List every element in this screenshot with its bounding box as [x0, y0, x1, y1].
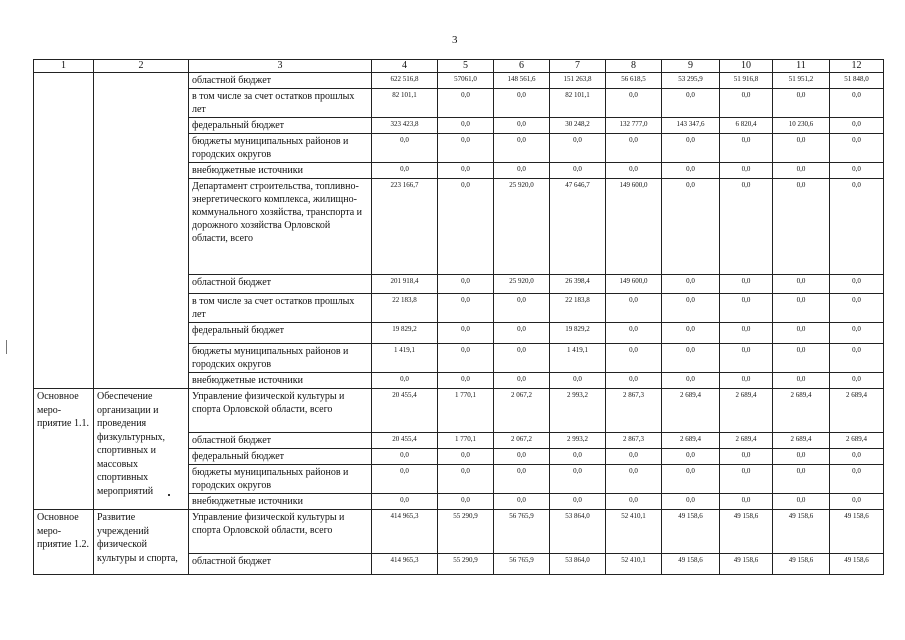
page-number: 3: [452, 34, 458, 46]
column-number: 4: [372, 60, 438, 73]
amount-cell: 26 398,4: [550, 275, 606, 294]
amount-cell: 2 867,3: [606, 389, 662, 433]
amount-cell: 0,0: [662, 163, 720, 179]
amount-cell: 0,0: [438, 465, 494, 494]
funding-source-cell: в том числе за счет остатков прошлых лет: [189, 89, 372, 118]
amount-cell: 2 689,4: [662, 433, 720, 449]
amount-cell: 0,0: [494, 494, 550, 510]
table-row: [34, 389, 884, 433]
amount-cell: 0,0: [830, 449, 884, 465]
amount-cell: 51 848,0: [830, 73, 884, 89]
amount-cell: 0,0: [720, 323, 773, 344]
column-number: 11: [773, 60, 830, 73]
amount-cell: 0,0: [830, 163, 884, 179]
amount-cell: 0,0: [494, 344, 550, 373]
amount-cell: 0,0: [606, 294, 662, 323]
amount-cell: 0,0: [606, 494, 662, 510]
amount-cell: 0,0: [720, 134, 773, 163]
amount-cell: 622 516,8: [372, 73, 438, 89]
amount-cell: 0,0: [720, 494, 773, 510]
amount-cell: 0,0: [773, 465, 830, 494]
amount-cell: 53 864,0: [550, 510, 606, 554]
amount-cell: 0,0: [830, 89, 884, 118]
amount-cell: 49 158,6: [830, 510, 884, 554]
amount-cell: 0,0: [550, 494, 606, 510]
amount-cell: 0,0: [494, 373, 550, 389]
amount-cell: 51 951,2: [773, 73, 830, 89]
amount-cell: 56 618,5: [606, 73, 662, 89]
measure-name-cell: [94, 73, 189, 389]
amount-cell: 0,0: [720, 294, 773, 323]
amount-cell: 0,0: [773, 494, 830, 510]
amount-cell: 0,0: [773, 373, 830, 389]
amount-cell: 0,0: [830, 373, 884, 389]
column-number: 2: [94, 60, 189, 73]
measure-number-cell: Основное меро-приятие 1.2.: [34, 510, 94, 575]
amount-cell: 22 183,8: [550, 294, 606, 323]
amount-cell: 82 101,1: [550, 89, 606, 118]
amount-cell: 0,0: [830, 179, 884, 275]
amount-cell: 25 920,0: [494, 179, 550, 275]
amount-cell: 47 646,7: [550, 179, 606, 275]
amount-cell: 0,0: [830, 118, 884, 134]
table-row: [34, 73, 884, 89]
amount-cell: 2 689,4: [720, 389, 773, 433]
amount-cell: 0,0: [438, 163, 494, 179]
amount-cell: 56 765,9: [494, 510, 550, 554]
amount-cell: 2 993,2: [550, 389, 606, 433]
amount-cell: 0,0: [773, 134, 830, 163]
amount-cell: 0,0: [606, 449, 662, 465]
amount-cell: 0,0: [372, 373, 438, 389]
column-number: 5: [438, 60, 494, 73]
amount-cell: 201 918,4: [372, 275, 438, 294]
amount-cell: 0,0: [830, 494, 884, 510]
funding-source-cell: областной бюджет: [189, 73, 372, 89]
amount-cell: 0,0: [720, 179, 773, 275]
amount-cell: 49 158,6: [720, 510, 773, 554]
amount-cell: 2 067,2: [494, 433, 550, 449]
amount-cell: 2 993,2: [550, 433, 606, 449]
amount-cell: 0,0: [606, 89, 662, 118]
amount-cell: 0,0: [720, 89, 773, 118]
amount-cell: 82 101,1: [372, 89, 438, 118]
column-number: 10: [720, 60, 773, 73]
amount-cell: 0,0: [438, 449, 494, 465]
amount-cell: 0,0: [606, 465, 662, 494]
amount-cell: 149 600,0: [606, 179, 662, 275]
amount-cell: 0,0: [438, 118, 494, 134]
amount-cell: 0,0: [662, 179, 720, 275]
amount-cell: 0,0: [773, 89, 830, 118]
amount-cell: 0,0: [773, 275, 830, 294]
amount-cell: 2 689,4: [830, 389, 884, 433]
amount-cell: 2 689,4: [720, 433, 773, 449]
amount-cell: 2 689,4: [773, 389, 830, 433]
amount-cell: 0,0: [438, 373, 494, 389]
amount-cell: 0,0: [372, 494, 438, 510]
amount-cell: 0,0: [372, 134, 438, 163]
amount-cell: 0,0: [606, 163, 662, 179]
amount-cell: 1 770,1: [438, 433, 494, 449]
amount-cell: 0,0: [606, 134, 662, 163]
amount-cell: 0,0: [494, 134, 550, 163]
amount-cell: 0,0: [550, 449, 606, 465]
amount-cell: 0,0: [773, 179, 830, 275]
table-row: [34, 510, 884, 554]
amount-cell: 0,0: [494, 294, 550, 323]
amount-cell: 0,0: [550, 134, 606, 163]
column-number: 9: [662, 60, 720, 73]
funding-source-cell: Управление физической культуры и спорта Орловской области, всего: [189, 389, 372, 433]
amount-cell: 0,0: [662, 294, 720, 323]
amount-cell: 30 248,2: [550, 118, 606, 134]
amount-cell: 0,0: [438, 344, 494, 373]
amount-cell: 2 867,3: [606, 433, 662, 449]
amount-cell: 19 829,2: [372, 323, 438, 344]
amount-cell: 148 561,6: [494, 73, 550, 89]
column-number: 12: [830, 60, 884, 73]
amount-cell: 0,0: [720, 344, 773, 373]
amount-cell: 0,0: [720, 465, 773, 494]
funding-source-cell: Департамент строительства, топливно-энергетического комплекса, жилищно-коммунального хозяйства, транспорта и дорожного хозяйства Орловской области, всего: [189, 179, 372, 275]
amount-cell: 0,0: [830, 134, 884, 163]
amount-cell: 323 423,8: [372, 118, 438, 134]
column-number: 8: [606, 60, 662, 73]
amount-cell: 49 158,6: [773, 554, 830, 575]
amount-cell: 0,0: [438, 494, 494, 510]
amount-cell: 0,0: [494, 163, 550, 179]
amount-cell: 0,0: [662, 89, 720, 118]
amount-cell: 2 067,2: [494, 389, 550, 433]
amount-cell: 0,0: [773, 344, 830, 373]
amount-cell: 0,0: [494, 449, 550, 465]
measure-number-cell: Основное меро-приятие 1.1.: [34, 389, 94, 510]
amount-cell: 0,0: [372, 163, 438, 179]
amount-cell: 0,0: [494, 118, 550, 134]
amount-cell: 2 689,4: [662, 389, 720, 433]
amount-cell: 0,0: [662, 275, 720, 294]
amount-cell: 132 777,0: [606, 118, 662, 134]
amount-cell: 151 263,8: [550, 73, 606, 89]
amount-cell: 56 765,9: [494, 554, 550, 575]
amount-cell: 57061,0: [438, 73, 494, 89]
column-number: 6: [494, 60, 550, 73]
amount-cell: 0,0: [438, 275, 494, 294]
column-number-row: [34, 60, 884, 73]
funding-source-cell: федеральный бюджет: [189, 323, 372, 344]
amount-cell: 49 158,6: [662, 554, 720, 575]
column-number: 3: [189, 60, 372, 73]
funding-source-cell: в том числе за счет остатков прошлых лет: [189, 294, 372, 323]
amount-cell: 0,0: [550, 465, 606, 494]
funding-source-cell: внебюджетные источники: [189, 163, 372, 179]
amount-cell: 0,0: [662, 494, 720, 510]
budget-table: [33, 59, 884, 575]
amount-cell: 0,0: [372, 465, 438, 494]
amount-cell: 414 965,3: [372, 510, 438, 554]
amount-cell: 0,0: [438, 89, 494, 118]
funding-source-cell: федеральный бюджет: [189, 118, 372, 134]
amount-cell: 0,0: [830, 465, 884, 494]
amount-cell: 0,0: [662, 449, 720, 465]
amount-cell: 55 290,9: [438, 554, 494, 575]
amount-cell: 0,0: [438, 323, 494, 344]
amount-cell: 0,0: [773, 163, 830, 179]
amount-cell: 49 158,6: [773, 510, 830, 554]
funding-source-cell: внебюджетные источники: [189, 494, 372, 510]
amount-cell: 0,0: [438, 134, 494, 163]
funding-source-cell: федеральный бюджет: [189, 449, 372, 465]
amount-cell: 414 965,3: [372, 554, 438, 575]
amount-cell: 49 158,6: [830, 554, 884, 575]
amount-cell: 1 419,1: [550, 344, 606, 373]
amount-cell: 0,0: [773, 323, 830, 344]
amount-cell: 0,0: [662, 373, 720, 389]
funding-source-cell: бюджеты муниципальных районов и городских округов: [189, 344, 372, 373]
amount-cell: 0,0: [830, 323, 884, 344]
amount-cell: 2 689,4: [773, 433, 830, 449]
amount-cell: 20 455,4: [372, 389, 438, 433]
amount-cell: 0,0: [720, 275, 773, 294]
funding-source-cell: внебюджетные источники: [189, 373, 372, 389]
amount-cell: 0,0: [662, 344, 720, 373]
amount-cell: 1 419,1: [372, 344, 438, 373]
amount-cell: 0,0: [662, 134, 720, 163]
amount-cell: 0,0: [773, 449, 830, 465]
funding-source-cell: областной бюджет: [189, 433, 372, 449]
measure-number-cell: [34, 73, 94, 389]
column-number: 1: [34, 60, 94, 73]
funding-source-cell: бюджеты муниципальных районов и городских округов: [189, 134, 372, 163]
amount-cell: 0,0: [494, 465, 550, 494]
amount-cell: 0,0: [438, 294, 494, 323]
amount-cell: 19 829,2: [550, 323, 606, 344]
scan-dot: [168, 494, 170, 496]
amount-cell: 0,0: [606, 373, 662, 389]
amount-cell: 0,0: [720, 373, 773, 389]
amount-cell: 149 600,0: [606, 275, 662, 294]
amount-cell: 55 290,9: [438, 510, 494, 554]
measure-name-cell: Развитие учреждений физической культуры и спорта,: [94, 510, 189, 575]
amount-cell: 0,0: [830, 344, 884, 373]
amount-cell: 22 183,8: [372, 294, 438, 323]
amount-cell: 0,0: [550, 163, 606, 179]
amount-cell: 2 689,4: [830, 433, 884, 449]
amount-cell: 0,0: [720, 449, 773, 465]
amount-cell: 0,0: [438, 179, 494, 275]
measure-name-cell: Обеспечение организации и проведения физкультурных, спортивных и массовых спортивных мероприятий: [94, 389, 189, 510]
amount-cell: 0,0: [550, 373, 606, 389]
amount-cell: 52 410,1: [606, 510, 662, 554]
amount-cell: 0,0: [720, 163, 773, 179]
amount-cell: 0,0: [372, 449, 438, 465]
amount-cell: 52 410,1: [606, 554, 662, 575]
amount-cell: 143 347,6: [662, 118, 720, 134]
amount-cell: 53 864,0: [550, 554, 606, 575]
amount-cell: 0,0: [606, 323, 662, 344]
amount-cell: 0,0: [830, 294, 884, 323]
amount-cell: 53 295,9: [662, 73, 720, 89]
column-number: 7: [550, 60, 606, 73]
scan-mark: [6, 340, 7, 354]
amount-cell: 49 158,6: [662, 510, 720, 554]
amount-cell: 0,0: [662, 323, 720, 344]
funding-source-cell: областной бюджет: [189, 275, 372, 294]
amount-cell: 0,0: [494, 323, 550, 344]
funding-source-cell: Управление физической культуры и спорта Орловской области, всего: [189, 510, 372, 554]
amount-cell: 0,0: [494, 89, 550, 118]
amount-cell: 6 820,4: [720, 118, 773, 134]
amount-cell: 0,0: [606, 344, 662, 373]
amount-cell: 10 230,6: [773, 118, 830, 134]
amount-cell: 1 770,1: [438, 389, 494, 433]
amount-cell: 223 166,7: [372, 179, 438, 275]
amount-cell: 0,0: [662, 465, 720, 494]
amount-cell: 0,0: [773, 294, 830, 323]
funding-source-cell: областной бюджет: [189, 554, 372, 575]
amount-cell: 20 455,4: [372, 433, 438, 449]
amount-cell: 0,0: [830, 275, 884, 294]
amount-cell: 49 158,6: [720, 554, 773, 575]
amount-cell: 25 920,0: [494, 275, 550, 294]
funding-source-cell: бюджеты муниципальных районов и городских округов: [189, 465, 372, 494]
amount-cell: 51 916,8: [720, 73, 773, 89]
